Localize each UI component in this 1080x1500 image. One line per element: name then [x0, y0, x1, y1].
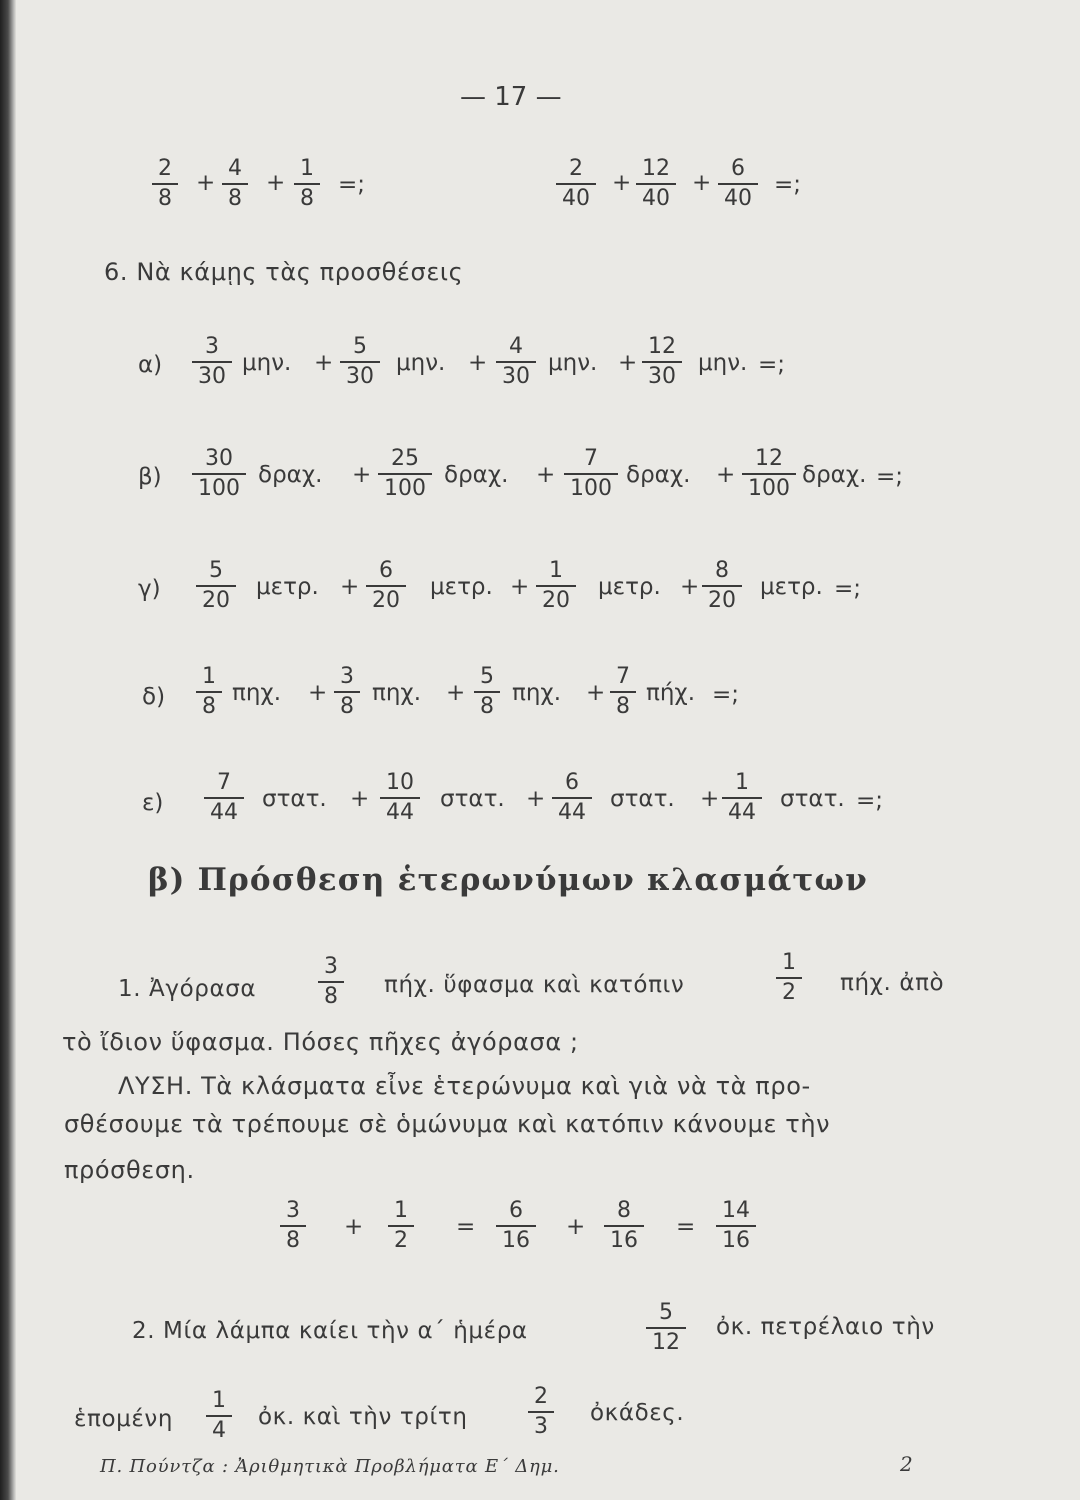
fraction [610, 666, 636, 718]
plus-sign: + [308, 680, 328, 706]
equals-question: =; [712, 682, 740, 708]
problem-text: ὀκ. πετρέλαιο τὴν [716, 1314, 935, 1340]
fraction [702, 560, 742, 612]
denominator: 16 [496, 1225, 536, 1252]
unit: μην. [396, 350, 446, 376]
numerator: 5 [353, 334, 367, 359]
numerator: 2 [569, 156, 583, 181]
numerator: 4 [228, 156, 242, 181]
unit: στατ. [610, 786, 675, 812]
unit: δραχ. [258, 462, 323, 488]
numerator: 8 [715, 558, 729, 583]
numerator: 1 [549, 558, 563, 583]
numerator: 6 [565, 770, 579, 795]
denominator: 40 [556, 183, 596, 210]
numerator: 7 [616, 664, 630, 689]
plus-sign: + [700, 786, 720, 812]
equals-question: =; [774, 172, 802, 198]
plus-sign: + [446, 680, 466, 706]
denominator: 44 [380, 797, 420, 824]
equals-sign: = [676, 1214, 696, 1240]
numerator: 6 [379, 558, 393, 583]
numerator: 1 [202, 664, 216, 689]
equals-question: =; [758, 352, 786, 378]
plus-sign: + [266, 170, 286, 196]
unit: στατ. [262, 786, 327, 812]
denominator: 100 [378, 473, 432, 500]
plus-sign: + [350, 786, 370, 812]
denominator: 30 [642, 361, 682, 388]
unit: μετρ. [598, 574, 661, 600]
numerator: 6 [731, 156, 745, 181]
denominator: 30 [192, 361, 232, 388]
denominator: 12 [646, 1327, 686, 1354]
denominator: 16 [716, 1225, 756, 1252]
item-label: δ) [142, 684, 166, 710]
numerator: 1 [735, 770, 749, 795]
denominator: 40 [636, 183, 676, 210]
numerator: 1 [212, 1388, 226, 1413]
plus-sign: + [586, 680, 606, 706]
denominator: 2 [388, 1225, 414, 1252]
numerator: 1 [782, 950, 796, 975]
fraction [536, 560, 576, 612]
numerator: 1 [394, 1198, 408, 1223]
fraction [366, 560, 406, 612]
unit: πηχ. [372, 680, 422, 706]
denominator: 8 [222, 183, 248, 210]
denominator: 8 [152, 183, 178, 210]
fraction [196, 560, 236, 612]
denominator: 8 [474, 691, 500, 718]
fraction [474, 666, 500, 718]
unit: μετρ. [256, 574, 319, 600]
unit: μην. [698, 350, 748, 376]
numerator: 12 [648, 334, 676, 359]
numerator: 7 [217, 770, 231, 795]
fraction [776, 952, 802, 1004]
denominator: 44 [722, 797, 762, 824]
fraction [388, 1200, 414, 1252]
denominator: 44 [552, 797, 592, 824]
fraction [646, 1302, 686, 1354]
unit: μην. [242, 350, 292, 376]
fraction [204, 772, 244, 824]
denominator: 8 [280, 1225, 306, 1252]
plus-sign: + [618, 350, 638, 376]
fraction [528, 1386, 554, 1438]
denominator: 100 [192, 473, 246, 500]
unit: δραχ. [802, 462, 867, 488]
fraction [318, 956, 344, 1008]
equals-question: =; [876, 464, 904, 490]
fraction [636, 158, 676, 210]
denominator: 20 [702, 585, 742, 612]
fraction [642, 336, 682, 388]
denominator: 4 [206, 1415, 232, 1442]
fraction [496, 1200, 536, 1252]
denominator: 20 [366, 585, 406, 612]
denominator: 8 [610, 691, 636, 718]
denominator: 16 [604, 1225, 644, 1252]
denominator: 100 [564, 473, 618, 500]
problem-text: πήχ. ὕφασμα καὶ κατόπιν [384, 972, 685, 998]
denominator: 2 [776, 977, 802, 1004]
numerator: 5 [659, 1300, 673, 1325]
numerator: 25 [391, 446, 419, 471]
denominator: 20 [196, 585, 236, 612]
unit: πηχ. [512, 680, 562, 706]
problem-text: 2. Μία λάμπα καίει τὴν α΄ ἡμέρα [132, 1318, 528, 1344]
fraction [556, 158, 596, 210]
unit: δραχ. [444, 462, 509, 488]
plus-sign: + [468, 350, 488, 376]
fraction [280, 1200, 306, 1252]
problem-text: τὸ ἴδιον ὕφασμα. Πόσες πῆχες ἀγόρασα ; [62, 1028, 579, 1056]
unit: δραχ. [626, 462, 691, 488]
denominator: 30 [340, 361, 380, 388]
fraction [206, 1390, 232, 1442]
fraction [192, 336, 232, 388]
fraction [742, 448, 796, 500]
numerator: 12 [755, 446, 783, 471]
item-label: α) [138, 352, 163, 378]
exercise-title: 6. Νὰ κάμῃς τὰς προσθέσεις [104, 258, 464, 286]
plus-sign: + [314, 350, 334, 376]
plus-sign: + [680, 574, 700, 600]
footer-citation: Π. Πούντζα : Ἀριθμητικὰ Προβλήματα Ε΄ Δημ. [100, 1456, 560, 1477]
plus-sign: + [526, 786, 546, 812]
plus-sign: + [196, 170, 216, 196]
numerator: 5 [209, 558, 223, 583]
numerator: 3 [340, 664, 354, 689]
fraction [152, 158, 178, 210]
item-label: β) [138, 464, 162, 490]
plus-sign: + [612, 170, 632, 196]
footer-sheet-number: 2 [900, 1452, 913, 1476]
fraction [496, 336, 536, 388]
denominator: 8 [196, 691, 222, 718]
plus-sign: + [352, 462, 372, 488]
unit: μετρ. [760, 574, 823, 600]
fraction [604, 1200, 644, 1252]
solution-text: ΛΥΣΗ. Τὰ κλάσματα εἶνε ἑτερώνυμα καὶ γιὰ νὰ τὰ προ- [118, 1072, 811, 1100]
numerator: 3 [324, 954, 338, 979]
item-label: γ) [138, 576, 161, 602]
problem-text: ὀκάδες. [590, 1400, 685, 1426]
solution-text: σθέσουμε τὰ τρέπουμε σὲ ὁμώνυμα καὶ κατόπιν κάνουμε τὴν [64, 1110, 831, 1138]
unit: μετρ. [430, 574, 493, 600]
numerator: 5 [480, 664, 494, 689]
unit: μην. [548, 350, 598, 376]
numerator: 4 [509, 334, 523, 359]
numerator: 2 [534, 1384, 548, 1409]
numerator: 7 [584, 446, 598, 471]
unit: πηχ. [232, 680, 282, 706]
fraction [378, 448, 432, 500]
denominator: 8 [294, 183, 320, 210]
denominator: 20 [536, 585, 576, 612]
plus-sign: + [716, 462, 736, 488]
numerator: 3 [205, 334, 219, 359]
plus-sign: + [566, 1214, 586, 1240]
numerator: 2 [158, 156, 172, 181]
plus-sign: + [510, 574, 530, 600]
fraction [380, 772, 420, 824]
page-binding-edge [0, 0, 16, 1500]
problem-text: ὀκ. καὶ τὴν τρίτη [258, 1404, 468, 1430]
numerator: 3 [286, 1198, 300, 1223]
equals-question: =; [338, 172, 366, 198]
denominator: 8 [334, 691, 360, 718]
fraction [340, 336, 380, 388]
equals-question: =; [856, 788, 884, 814]
unit: πήχ. [646, 680, 696, 706]
section-heading: β) Πρόσθεση ἑτερωνύμων κλασμάτων [148, 862, 868, 898]
fraction [718, 158, 758, 210]
fraction [552, 772, 592, 824]
plus-sign: + [536, 462, 556, 488]
denominator: 40 [718, 183, 758, 210]
plus-sign: + [344, 1214, 364, 1240]
denominator: 30 [496, 361, 536, 388]
unit: στατ. [440, 786, 505, 812]
plus-sign: + [692, 170, 712, 196]
problem-text: 1. Ἀγόρασα [118, 976, 257, 1002]
fraction [192, 448, 246, 500]
fraction [334, 666, 360, 718]
fraction [222, 158, 248, 210]
equals-question: =; [834, 576, 862, 602]
solution-text: πρόσθεση. [64, 1156, 195, 1184]
numerator: 14 [722, 1198, 750, 1223]
numerator: 8 [617, 1198, 631, 1223]
numerator: 12 [642, 156, 670, 181]
fraction [294, 158, 320, 210]
denominator: 100 [742, 473, 796, 500]
numerator: 30 [205, 446, 233, 471]
numerator: 1 [300, 156, 314, 181]
fraction [564, 448, 618, 500]
item-label: ε) [142, 790, 164, 816]
denominator: 8 [318, 981, 344, 1008]
unit: στατ. [780, 786, 845, 812]
problem-text: πήχ. ἀπὸ [840, 970, 945, 996]
denominator: 3 [528, 1411, 554, 1438]
numerator: 6 [509, 1198, 523, 1223]
equals-sign: = [456, 1214, 476, 1240]
fraction [716, 1200, 756, 1252]
numerator: 10 [386, 770, 414, 795]
fraction [722, 772, 762, 824]
page-number: — 17 — [460, 82, 562, 112]
plus-sign: + [340, 574, 360, 600]
problem-text: ἑπομένη [74, 1406, 174, 1432]
denominator: 44 [204, 797, 244, 824]
fraction [196, 666, 222, 718]
